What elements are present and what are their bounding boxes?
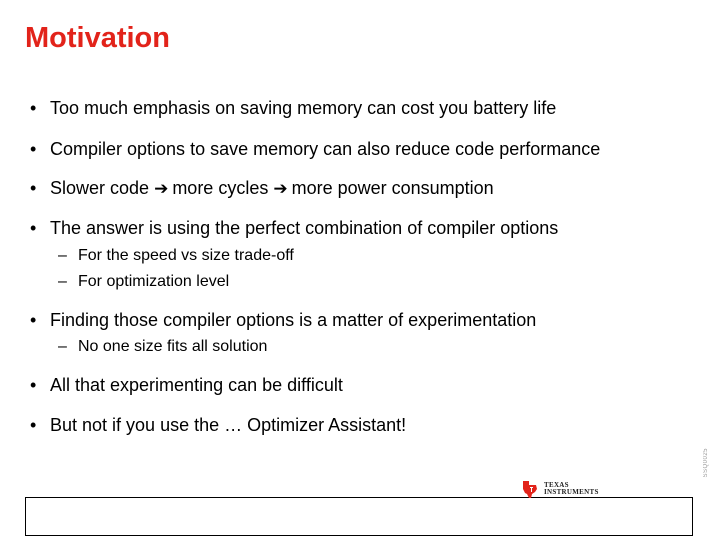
sub-bullet-item xyxy=(58,247,294,265)
bullet-item xyxy=(30,415,406,435)
sub-bullet-text: No one size fits all solution xyxy=(78,338,268,355)
bullet-text: Slower code xyxy=(50,178,150,198)
arrow-icon: ➔ xyxy=(273,179,288,198)
bullet-dot: • xyxy=(30,375,37,395)
texas-state-icon xyxy=(520,479,540,499)
logo-line-1: TEXAS xyxy=(544,481,569,489)
slide-title: Motivation xyxy=(25,22,170,54)
bullet-text: The answer is using the perfect combination of compiler options xyxy=(50,218,559,238)
bullet-text: Compiler options to save memory can also reduce code performance xyxy=(50,139,601,159)
arrow-icon: ➔ xyxy=(154,179,169,198)
bullet-text: Too much emphasis on saving memory can cost you battery life xyxy=(50,98,557,118)
ti-logo xyxy=(520,478,599,500)
footer-frame xyxy=(25,497,693,536)
sub-bullet-text: For optimization level xyxy=(78,273,230,290)
bullet-text: All that experimenting can be difficult xyxy=(50,375,343,395)
bullet-item xyxy=(30,375,343,395)
sub-bullet-text: For the speed vs size trade-off xyxy=(78,247,294,264)
bullet-dot: • xyxy=(30,98,37,118)
bullet-dot: • xyxy=(30,415,37,435)
bullet-item xyxy=(30,218,558,238)
bullet-dot: • xyxy=(30,310,37,330)
sub-bullet-dash: – xyxy=(58,273,67,290)
bullet-item xyxy=(30,98,556,118)
sub-bullet-item xyxy=(58,338,267,356)
slide-code: SSQ0025 xyxy=(703,448,709,478)
bullet-dot: • xyxy=(30,139,37,159)
bullet-text: more cycles xyxy=(172,178,269,198)
bullet-text: more power consumption xyxy=(291,178,494,198)
bullet-dot: • xyxy=(30,178,37,198)
bullet-item xyxy=(30,178,494,199)
ti-logo-text xyxy=(544,482,599,496)
bullet-item xyxy=(30,310,536,330)
bullet-text: Finding those compiler options is a matter of experimentation xyxy=(50,310,537,330)
bullet-item xyxy=(30,139,600,159)
logo-line-2: INSTRUMENTS xyxy=(544,488,599,496)
bullet-dot: • xyxy=(30,218,37,238)
sub-bullet-dash: – xyxy=(58,247,67,264)
sub-bullet-dash: – xyxy=(58,338,67,355)
bullet-text: But not if you use the … Optimizer Assistant! xyxy=(50,415,407,435)
sub-bullet-item xyxy=(58,273,229,291)
